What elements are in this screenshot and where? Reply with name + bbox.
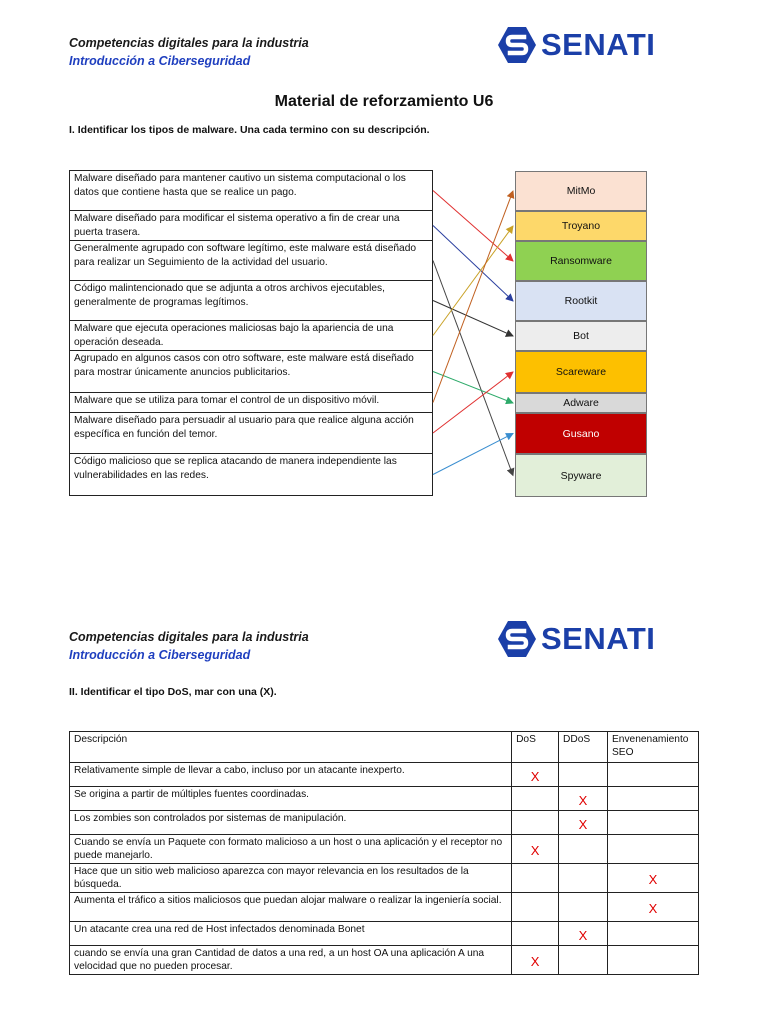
mark-x: X: [512, 835, 559, 864]
mark-x: X: [607, 864, 698, 893]
mark-x: X: [512, 946, 559, 975]
row-description: Se origina a partir de múltiples fuentes coordinadas.: [70, 787, 512, 811]
table-row: [70, 811, 699, 835]
row-description: cuando se envía una gran Cantidad de datos a una red, a un host OA una aplicación A una velocidad que no pueden procesar.: [70, 946, 512, 975]
course-subtitle-page2: Introducción a Ciberseguridad: [69, 648, 251, 662]
senati-logo-icon: [497, 619, 537, 659]
term-gusano: Gusano: [515, 413, 647, 454]
arrow-line: [433, 434, 513, 475]
arrow-line: [433, 191, 513, 403]
description-scareware: Malware diseñado para persuadir al usuario para que realice alguna acción específica en función del temor.: [69, 412, 433, 454]
senati-logo-page2: [497, 619, 656, 663]
senati-logo-text: SENATI: [541, 27, 656, 62]
arrow-line: [433, 226, 513, 302]
empty-cell: [607, 946, 698, 975]
table-row: [70, 787, 699, 811]
table-row: [70, 835, 699, 864]
description-troyano: Malware que ejecuta operaciones maliciosas bajo la apariencia de una operación deseada.: [69, 320, 433, 351]
description-rootkit: Malware diseñado para modificar el sistema operativo a fin de crear una puerta trasera.: [69, 210, 433, 241]
empty-cell: [559, 946, 608, 975]
empty-cell: [607, 787, 698, 811]
arrow-line: [433, 226, 513, 336]
table-row: [70, 922, 699, 946]
mark-x: X: [559, 922, 608, 946]
term-scareware: Scareware: [515, 351, 647, 393]
mark-x: X: [512, 763, 559, 787]
header-dos: DoS: [512, 732, 559, 763]
header-descripcion: Descripción: [70, 732, 512, 763]
empty-cell: [559, 763, 608, 787]
description-bot: Código malintencionado que se adjunta a otros archivos ejecutables, generalmente de programas legítimos.: [69, 280, 433, 321]
row-description: Relativamente simple de llevar a cabo, incluso por un atacante inexperto.: [70, 763, 512, 787]
dos-table: [69, 731, 699, 975]
empty-cell: [607, 763, 698, 787]
empty-cell: [512, 811, 559, 835]
arrow-line: [433, 372, 513, 433]
row-description: Hace que un sitio web malicioso aparezca con mayor relevancia en los resultados de la búsqueda.: [70, 864, 512, 893]
row-description: Un atacante crea una red de Host infectados denominada Bonet: [70, 922, 512, 946]
arrow-line: [433, 372, 513, 404]
table-row: [70, 893, 699, 922]
term-mitmo: MitMo: [515, 171, 647, 211]
empty-cell: [607, 835, 698, 864]
page-title: Material de reforzamiento U6: [274, 93, 494, 110]
term-bot: Bot: [515, 321, 647, 351]
mark-x: X: [559, 787, 608, 811]
term-troyano: Troyano: [515, 211, 647, 241]
table-header-row: [70, 732, 699, 763]
table-row: [70, 946, 699, 975]
description-mitmo: Malware que se utiliza para tomar el control de un dispositivo móvil.: [69, 392, 433, 413]
section1-instruction: I. Identificar los tipos de malware. Una cada termino con su descripción.: [69, 124, 430, 136]
senati-logo-text: SENATI: [541, 621, 656, 656]
description-spyware: Generalmente agrupado con software legítimo, este malware está diseñado para realizar un Seguimiento de la actividad del usuario.: [69, 240, 433, 281]
course-title-page2: Competencias digitales para la industria: [69, 630, 309, 644]
header-ddos: DDoS: [559, 732, 608, 763]
term-spyware: Spyware: [515, 454, 647, 497]
term-adware: Adware: [515, 393, 647, 413]
description-gusano: Código malicioso que se replica atacando de manera independiente las vulnerabilidades en las redes.: [69, 453, 433, 496]
empty-cell: [512, 787, 559, 811]
description-ransomware: Malware diseñado para mantener cautivo un sistema computacional o los datos que contiene hasta que se realice un pago.: [69, 170, 433, 211]
empty-cell: [559, 835, 608, 864]
arrow-line: [433, 191, 513, 262]
course-subtitle: Introducción a Ciberseguridad: [69, 54, 251, 68]
empty-cell: [607, 811, 698, 835]
section2-instruction: II. Identificar el tipo DoS, mar con una (X).: [69, 686, 277, 698]
header-seo: Envenenamiento SEO: [607, 732, 698, 763]
mark-x: X: [559, 811, 608, 835]
empty-cell: [607, 922, 698, 946]
mark-x: X: [607, 893, 698, 922]
description-adware: Agrupado en algunos casos con otro software, este malware está diseñado para mostrar únicamente anuncios publicitarios.: [69, 350, 433, 393]
course-title: Competencias digitales para la industria: [69, 36, 309, 50]
row-description: Cuando se envía un Paquete con formato malicioso a un host o una aplicación y el receptor no puede manejarlo.: [70, 835, 512, 864]
empty-cell: [559, 893, 608, 922]
arrow-line: [433, 261, 513, 476]
empty-cell: [512, 922, 559, 946]
table-row: [70, 763, 699, 787]
empty-cell: [559, 864, 608, 893]
empty-cell: [512, 893, 559, 922]
table-row: [70, 864, 699, 893]
row-description: Aumenta el tráfico a sitios maliciosos que puedan alojar malware o realizar la ingeniería social.: [70, 893, 512, 922]
term-rootkit: Rootkit: [515, 281, 647, 321]
row-description: Los zombies son controlados por sistemas de manipulación.: [70, 811, 512, 835]
term-ransomware: Ransomware: [515, 241, 647, 281]
empty-cell: [512, 864, 559, 893]
